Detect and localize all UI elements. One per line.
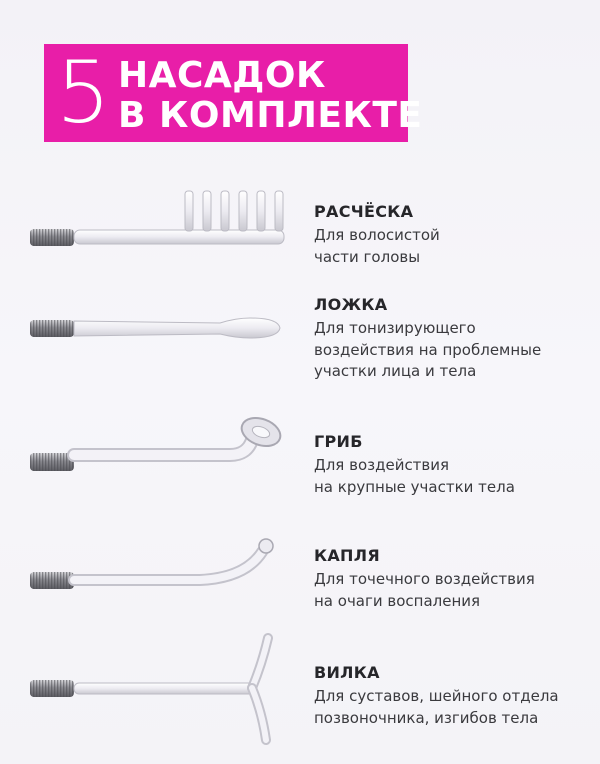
- item-desc-drop: [314, 569, 594, 612]
- item-desc-line: позвоночника, изгибов тела: [314, 708, 539, 727]
- item-name-spoon: ЛОЖКА: [314, 295, 388, 314]
- item-desc-spoon: [314, 318, 594, 383]
- item-desc-line: части головы: [314, 247, 421, 266]
- item-desc-line: участки лица и тела: [314, 362, 477, 380]
- spoon-electrode-icon: [30, 318, 280, 338]
- item-desc-comb: [314, 225, 594, 268]
- item-desc-line: Для суставов, шейного отдела: [314, 687, 559, 705]
- item-desc-line: Для воздействия: [314, 456, 450, 474]
- header-title-line-1: НАСАДОК: [118, 55, 326, 96]
- item-desc-line: Для волосистой: [314, 226, 440, 244]
- item-desc-line: Для тонизирующего: [314, 319, 476, 337]
- item-desc-mushroom: [314, 455, 594, 498]
- item-desc-line: на очаги воспаления: [314, 591, 481, 610]
- item-desc-line: воздействия на проблемные: [314, 340, 542, 359]
- item-desc-line: Для точечного воздействия: [314, 570, 535, 588]
- drop-electrode-icon: [30, 539, 273, 589]
- comb-electrode-icon: [30, 191, 284, 246]
- item-name-mushroom: ГРИБ: [314, 432, 363, 451]
- item-desc-fork: [314, 686, 594, 729]
- item-name-drop: КАПЛЯ: [314, 546, 380, 565]
- item-name-fork: ВИЛКА: [314, 663, 380, 682]
- item-desc-line: на крупные участки тела: [314, 477, 515, 496]
- item-name-comb: РАСЧЁСКА: [314, 202, 414, 221]
- header-number: 5: [56, 43, 111, 143]
- mushroom-electrode-icon: [30, 413, 284, 471]
- header-title-line-2: В КОМПЛЕКТЕ: [118, 95, 423, 136]
- fork-electrode-icon: [30, 638, 268, 740]
